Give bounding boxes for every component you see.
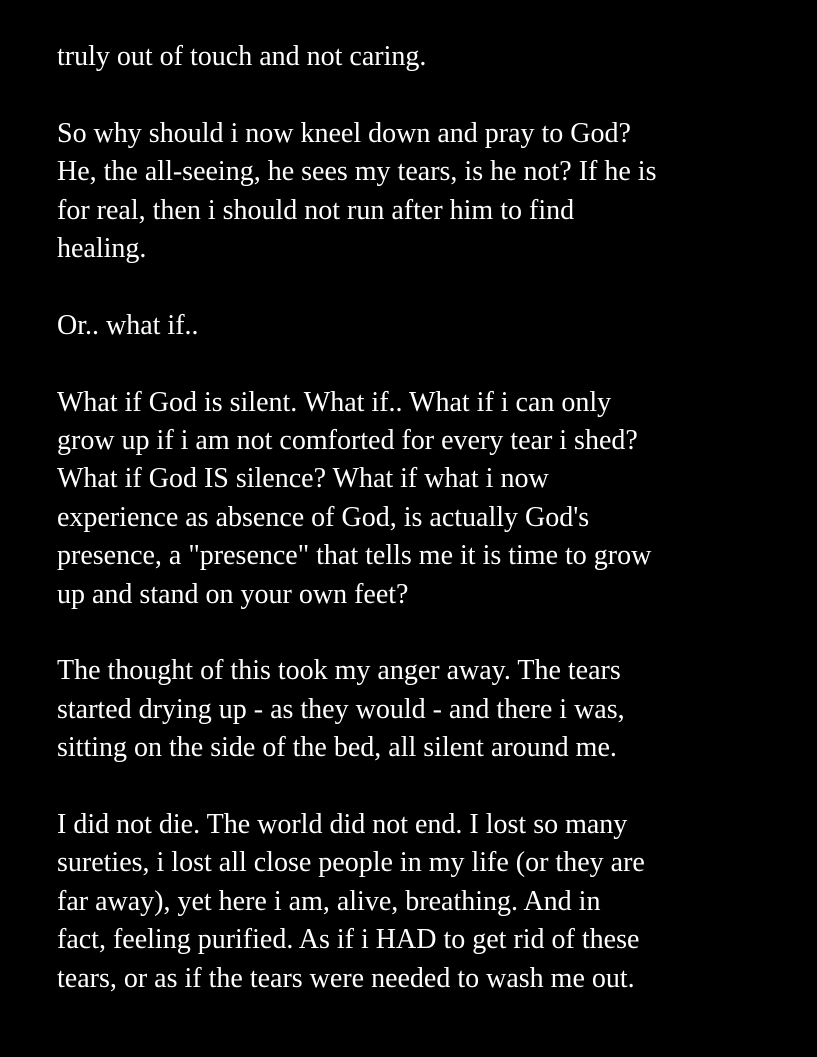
text-line: presence, a "presence" that tells me it is time to grow [57,540,652,572]
text-line: sitting on the side of the bed, all silent around me. [57,732,617,764]
paragraph-3 [57,307,797,345]
text-line: truly out of touch and not caring. [57,41,427,72]
paragraph-6 [57,806,797,998]
text-line: for real, then i should not run after him to find [57,194,575,226]
text-line: started drying up - as they would - and there i was, [57,693,625,725]
text-line: I did not die. The world did not end. I lost so many [57,809,628,841]
paragraph-1 [57,38,797,76]
paragraph-5 [57,652,797,767]
text-line: sureties, i lost all close people in my life (or they are [57,847,645,879]
text-line: far away), yet here i am, alive, breathing. And in [57,885,601,917]
text-line: healing. [57,233,147,265]
text-line: tears, or as if the tears were needed to wash me out. [57,962,635,994]
text-line: up and stand on your own feet? [57,578,409,610]
text-line: grow up if i am not comforted for every tear i shed? [57,425,638,457]
text-line: Or.. what if.. [57,309,199,341]
paragraph-2 [57,115,797,269]
text-line: experience as absence of God, is actually God's [57,501,590,533]
text-line: fact, feeling purified. As if i HAD to get rid of these [57,924,640,956]
text-line: What if God IS silence? What if what i now [57,463,549,495]
text-line: The thought of this took my anger away. The tears [57,655,621,687]
paragraph-4 [57,384,797,614]
text-line: What if God is silent. What if.. What if i can only [57,386,612,418]
document-text [57,38,797,998]
text-line: So why should i now kneel down and pray to God? [57,117,631,149]
text-line: He, the all-seeing, he sees my tears, is he not? If he is [57,156,657,188]
